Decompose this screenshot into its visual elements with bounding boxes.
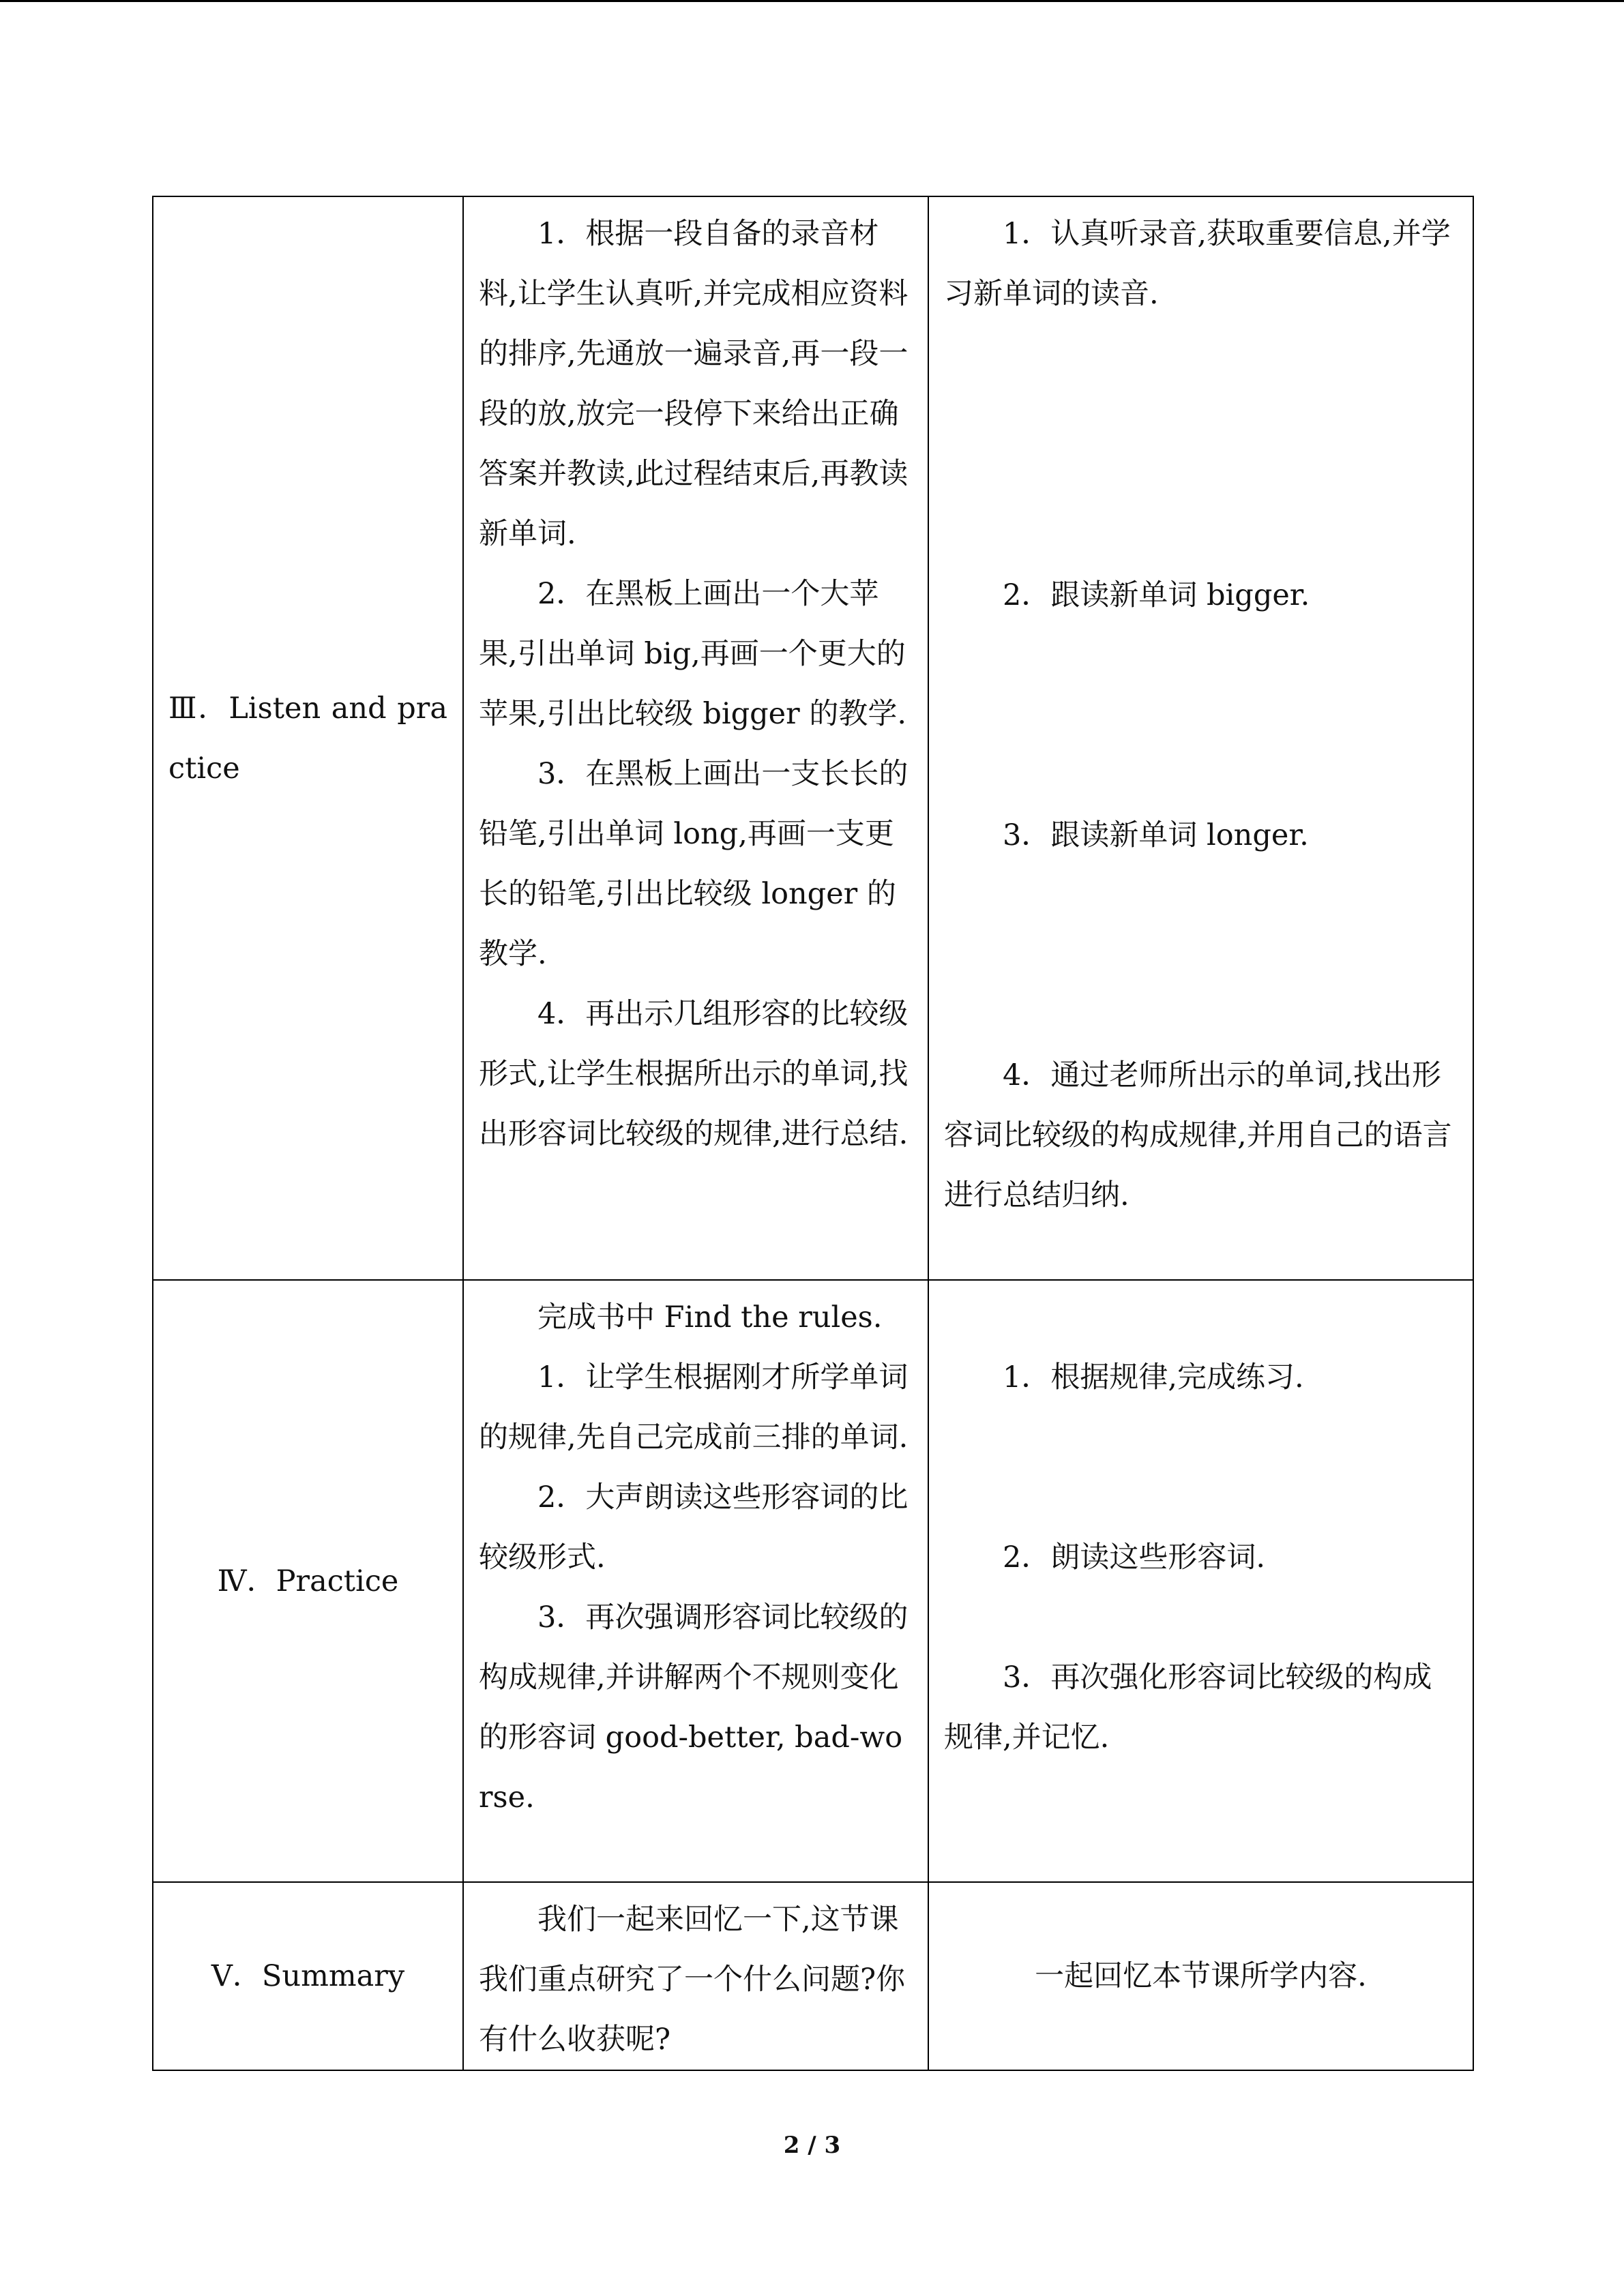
student-step: 3．跟读新单词 longer. bbox=[1003, 818, 1309, 852]
teacher-step: 3．再次强调形容词比较级的构成规律,并讲解两个不规则变化的形容词 good-better, bad-worse. bbox=[479, 1600, 909, 1815]
teacher-step: 完成书中 Find the rules. bbox=[537, 1300, 883, 1335]
student-activity-cell bbox=[928, 1280, 1473, 1882]
stage-label: Ⅲ．Listen and practice bbox=[168, 691, 447, 786]
stage-cell bbox=[153, 1882, 463, 2070]
stage-label: Ⅳ．Practice bbox=[217, 1564, 399, 1598]
teacher-activity-cell bbox=[463, 196, 928, 1280]
student-step: 1．根据规律,完成练习. bbox=[1003, 1360, 1304, 1395]
student-step: 3．再次强化形容词比较级的构成规律,并记忆. bbox=[944, 1660, 1432, 1755]
teacher-step: 2．在黑板上画出一个大苹果,引出单词 big,再画一个更大的苹果,引出比较级 bigger 的教学. bbox=[479, 577, 907, 731]
student-activity-cell bbox=[928, 1882, 1473, 2070]
student-step: 1．认真听录音,获取重要信息,并学习新单词的读音. bbox=[944, 217, 1451, 311]
table-row bbox=[153, 196, 1473, 1280]
table-row bbox=[153, 1882, 1473, 2070]
teacher-step: 我们一起来回忆一下,这节课我们重点研究了一个什么问题?你有什么收获呢? bbox=[479, 1903, 906, 2057]
stage-cell bbox=[153, 1280, 463, 1882]
page-number: 2 / 3 bbox=[783, 2132, 841, 2159]
table-row bbox=[153, 1280, 1473, 1882]
stage-cell bbox=[153, 196, 463, 1280]
stage-label: Ⅴ．Summary bbox=[211, 1959, 405, 1993]
teacher-step: 1．根据一段自备的录音材料,让学生认真听,并完成相应资料的排序,先通放一遍录音,再一段一段的放,放完一段停下来给出正确答案并教读,此过程结束后,再教读新单词. bbox=[479, 217, 909, 551]
teacher-step: 1．让学生根据刚才所学单词的规律,先自己完成前三排的单词. bbox=[479, 1360, 909, 1455]
lesson-plan-table bbox=[152, 196, 1474, 2071]
student-activity-cell bbox=[928, 196, 1473, 1280]
student-step: 一起回忆本节课所学内容. bbox=[1035, 1959, 1367, 1993]
student-step: 4．通过老师所出示的单词,找出形容词比较级的构成规律,并用自己的语言进行总结归纳. bbox=[944, 1058, 1452, 1212]
teacher-step: 2．大声朗读这些形容词的比较级形式. bbox=[479, 1480, 909, 1575]
teacher-activity-cell bbox=[463, 1882, 928, 2070]
teacher-activity-cell bbox=[463, 1280, 928, 1882]
student-step: 2．朗读这些形容词. bbox=[1003, 1540, 1266, 1575]
student-step: 2．跟读新单词 bigger. bbox=[1003, 578, 1310, 612]
teacher-step: 4．再出示几组形容的比较级形式,让学生根据所出示的单词,找出形容词比较级的规律,进行总结. bbox=[479, 997, 909, 1151]
top-border-line bbox=[0, 0, 1624, 2]
teacher-step: 3．在黑板上画出一支长长的铅笔,引出单词 long,再画一支更长的铅笔,引出比较级 longer 的教学. bbox=[479, 757, 909, 971]
